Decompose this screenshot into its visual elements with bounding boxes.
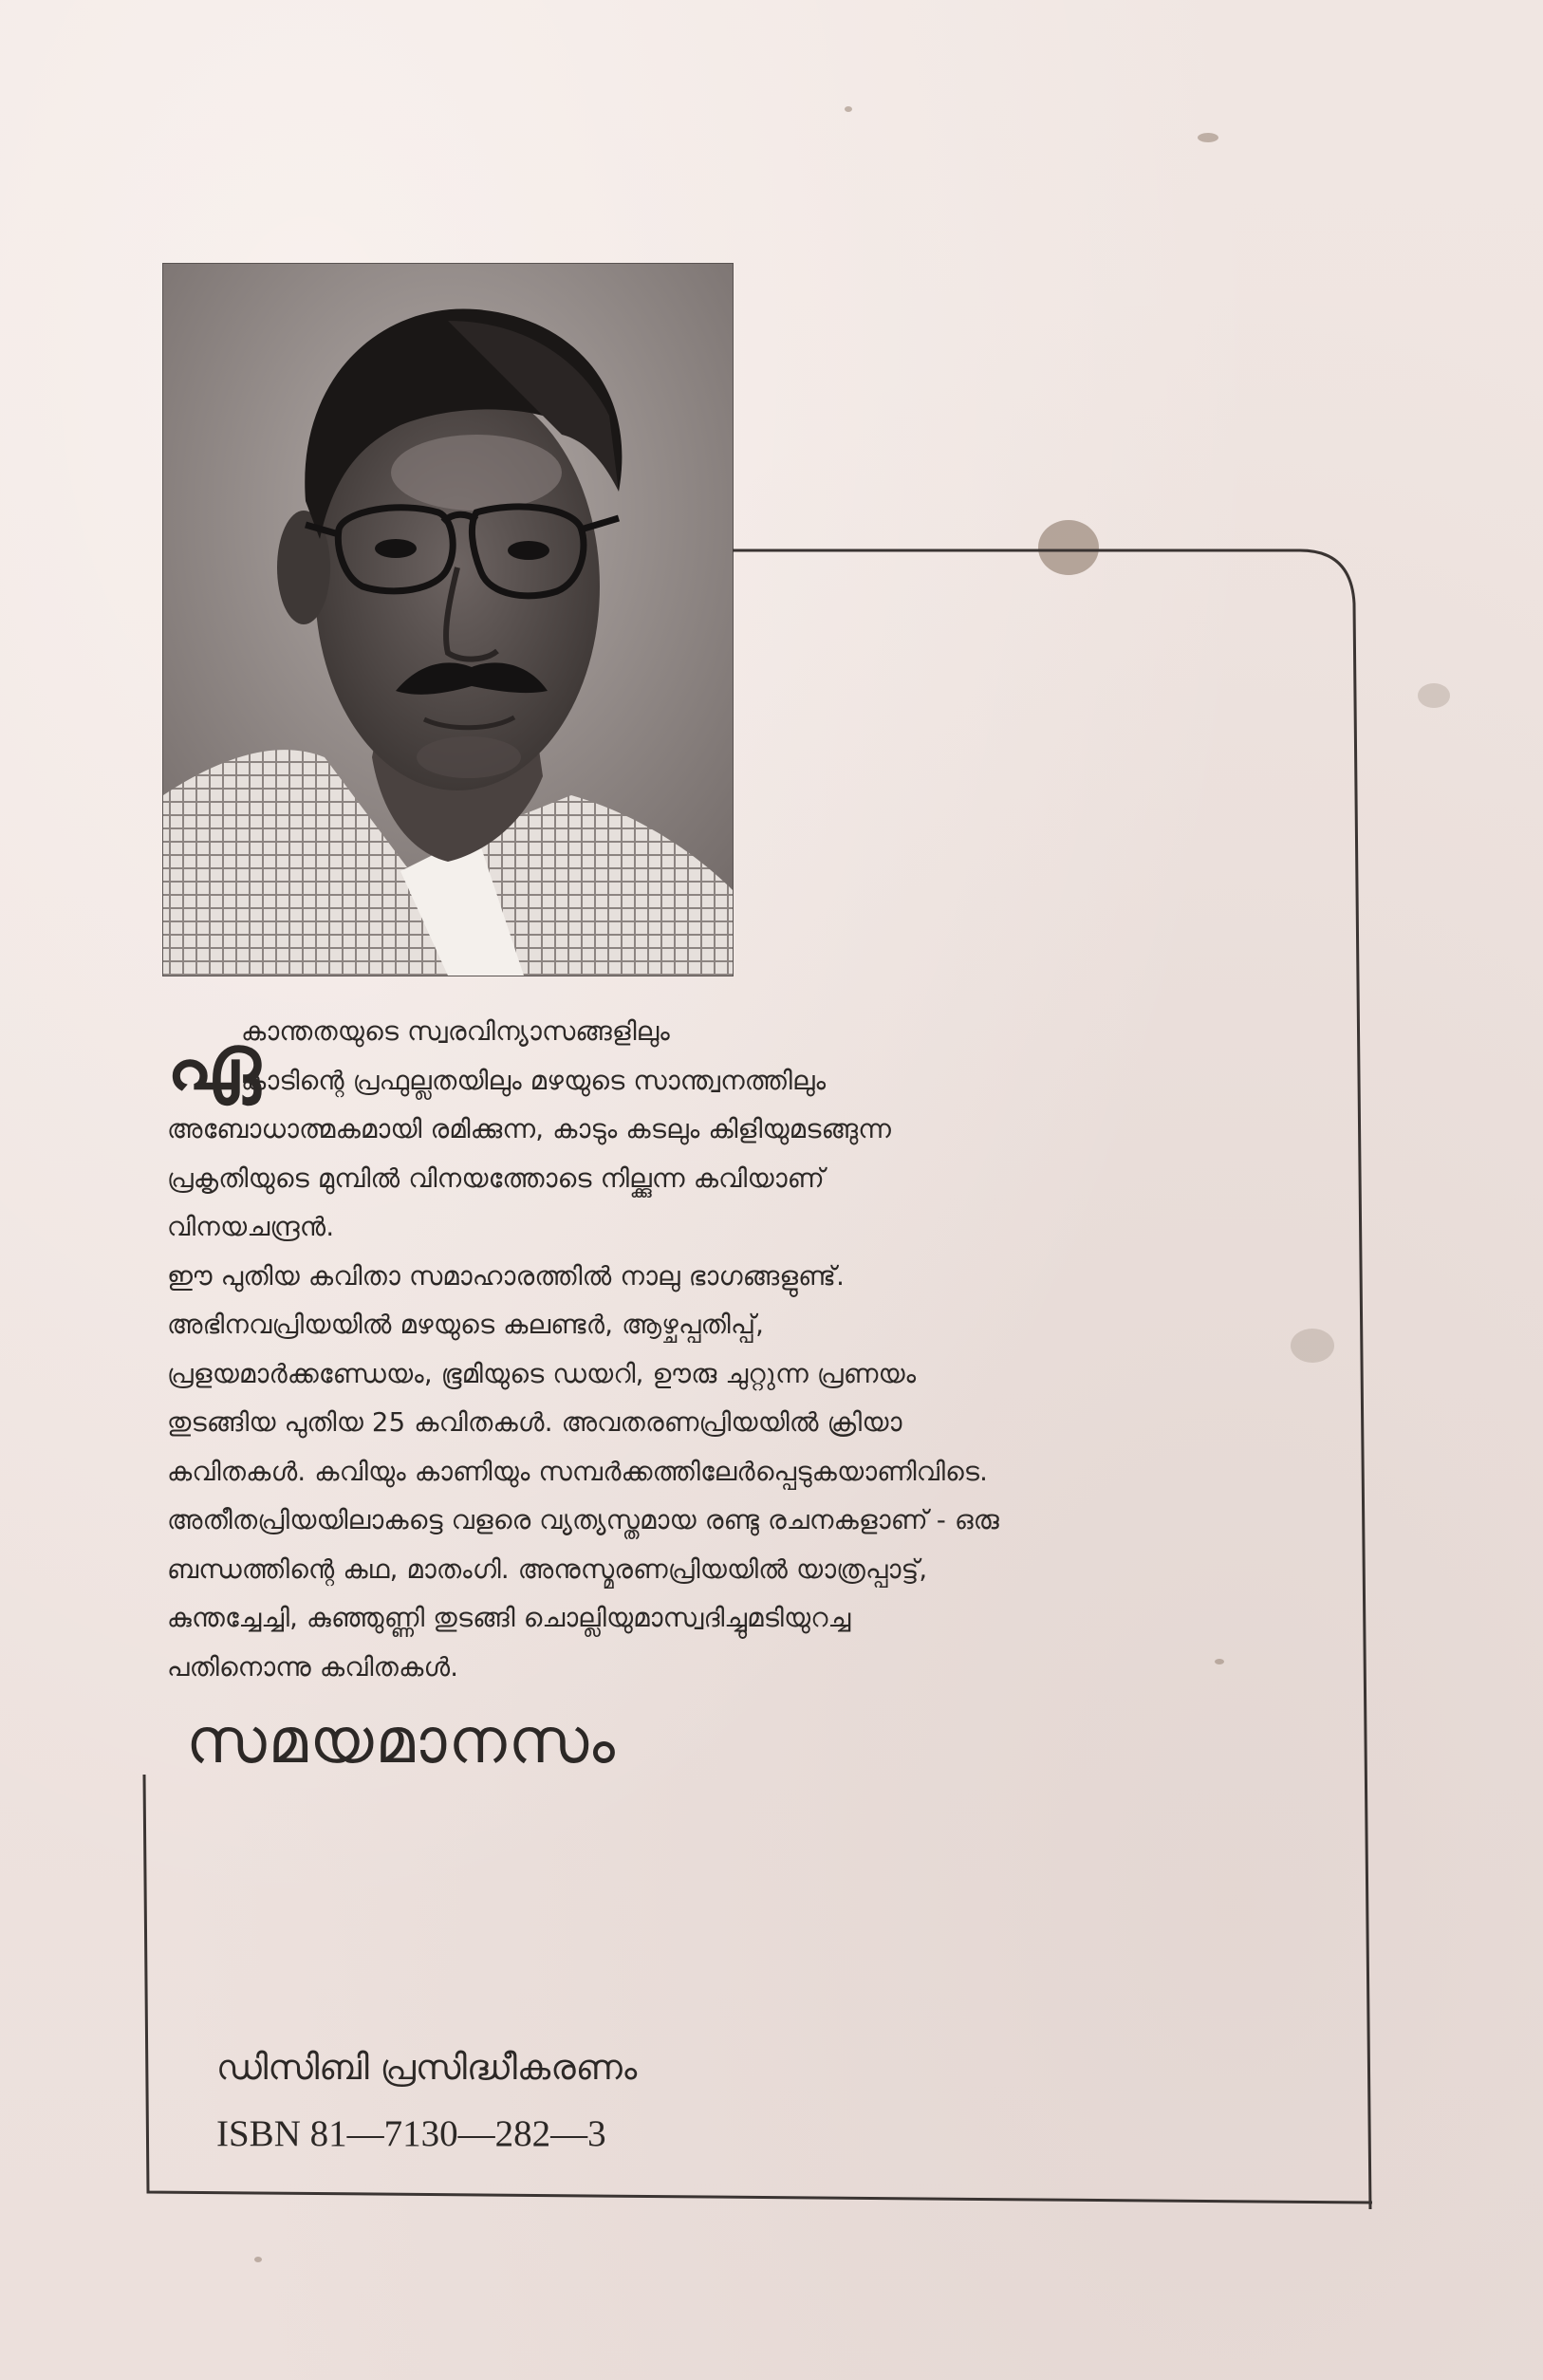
blurb-line: അതീതപ്രിയയിലാകട്ടെ വളരെ വ്യത്യസ്തമായ രണ്ടു രചനകളാണ് - ഒരു [167,1505,1000,1535]
blurb-line: ഈ പുതിയ കവിതാ സമാഹാരത്തിൽ നാലു ഭാഗങ്ങളുണ്ട്. [167,1260,846,1292]
blurb-text [167,1008,1059,1692]
author-photo [163,264,733,976]
paper-stain [1215,1659,1224,1664]
blurb-line: കവിതകൾ. കവിയും കാണിയും സമ്പർക്കത്തിലേർപ്പെടുകയാണിവിടെ. [167,1456,989,1487]
book-title: സമയമാനസം [186,1704,617,1777]
blurb-line: തുടങ്ങിയ പുതിയ 25 കവിതകൾ. അവതരണപ്രിയയിൽ ക്രിയാ [167,1407,902,1438]
blurb-line: കുന്തച്ചേച്ചി, കുഞ്ഞുണ്ണി തുടങ്ങി ചൊല്ലിയുമാസ്വദിച്ചുമടിയുറച്ച [167,1603,851,1633]
blurb-line: ബന്ധത്തിന്റെ കഥ, മാതംഗി. അനുസ്മരണപ്രിയയിൽ യാത്രപ്പാട്ട്, [167,1553,928,1585]
paper-stain [1198,133,1218,142]
blurb-line: കാടിന്റെ പ്രഫുല്ലതയിലും മഴയുടെ സാന്ത്വനത്തിലും [241,1065,827,1096]
paper-stain [1291,1329,1334,1363]
blurb-line: കാന്തതയുടെ സ്വരവിന്യാസങ്ങളിലും [241,1016,671,1047]
isbn-number: ISBN 81—7130—282—3 [216,2113,606,2154]
publisher-name: ഡിസിബി പ്രസിദ്ധീകരണം [216,2047,638,2088]
blurb-line: പ്രകൃതിയുടെ മുമ്പിൽ വിനയത്തോടെ നില്ക്കുന്ന കവിയാണ് [167,1162,825,1194]
blurb-line: പ്രളയമാർക്കണ്ഡേയം, ഭൂമിയുടെ ഡയറി, ഊരു ചുറ്റുന്ന പ്രണയം [167,1358,917,1389]
paper-stain [1418,683,1450,708]
paper-stain [254,2257,262,2262]
drop-cap-letter: ഏ [167,1018,261,1106]
paper-stain [845,106,852,112]
blurb-line: വിനയചന്ദ്രൻ. [167,1212,335,1242]
author-photo-image [163,264,733,976]
blurb-line: അഭിനവപ്രിയയിൽ മഴയുടെ കലണ്ടർ, ആഴ്ചപ്പതിപ്പ്, [167,1310,765,1340]
blurb-line: അബോധാത്മകമായി രമിക്കുന്ന, കാടും കടലും കിളിയുമടങ്ങുന്ന [167,1114,892,1144]
paper-stain [1038,520,1099,575]
blurb-line: പതിനൊന്നു കവിതകൾ. [167,1651,459,1683]
